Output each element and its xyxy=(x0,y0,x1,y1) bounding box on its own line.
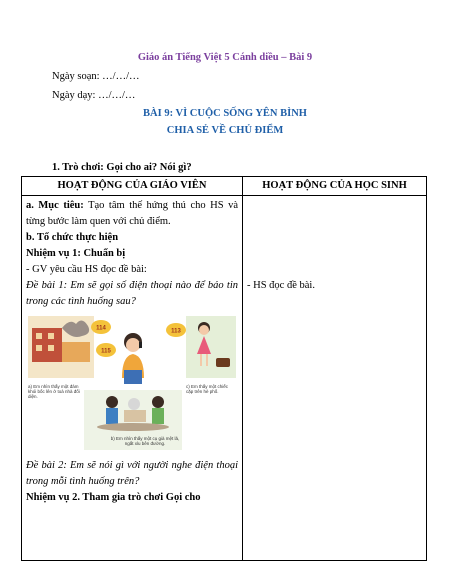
objective xyxy=(26,198,238,230)
table-header-row xyxy=(22,177,427,196)
gv-request: - GV yêu cầu HS đọc đề bài: xyxy=(26,264,147,275)
page-title: Giáo án Tiếng Việt 5 Cánh diều – Bài 9 xyxy=(137,52,313,63)
bubble-113-label: 113 xyxy=(171,328,181,335)
teach-date: Ngày dạy: …/…/… xyxy=(52,90,136,101)
section-title: CHIA SẺ VỀ CHỦ ĐIỂM xyxy=(166,125,284,136)
caption-c: c) Em thấy một chiếc cặp trên hè phố. xyxy=(186,384,229,394)
question-1: Đề bài 1: Em sẽ gọi số điện thoại nào để báo tin trong các tình huống sau? xyxy=(26,280,238,307)
hs-read: - HS đọc đề bài. xyxy=(247,280,315,291)
student-activity-cell xyxy=(243,196,427,561)
question-2: Đề bài 2: Em sẽ nói gì với người nghe điện thoại trong mỗi tình huống trên? xyxy=(26,460,238,487)
objective-text: Tạo tâm thế hứng thú cho HS và từng bước làm quen với chủ điểm. xyxy=(26,200,238,227)
panel-c-bg xyxy=(186,316,236,378)
objective-label: a. Mục tiêu: xyxy=(26,200,84,211)
task-2-label: Nhiệm vụ 2. Tham gia trò chơi Gọi cho xyxy=(26,492,201,503)
caption-a: a) Em nhìn thấy một đám khói bốc lên ở toà nhà đối diện. xyxy=(28,384,80,399)
lesson-plan-table xyxy=(21,176,427,561)
lesson-title: BÀI 9: VÌ CUỘC SỐNG YÊN BÌNH xyxy=(143,108,307,119)
prep-date: Ngày soạn: …/…/… xyxy=(52,71,140,82)
phone-icon xyxy=(139,342,142,348)
task-1-label: Nhiệm vụ 1: Chuẩn bị xyxy=(26,248,126,259)
caption-b: b) Em nhìn thấy một cụ già mệt lả, ngất xỉu bên đường. xyxy=(110,436,180,446)
teacher-column-header: HOẠT ĐỘNG CỦA GIÁO VIÊN xyxy=(22,177,243,196)
activity-heading: 1. Trò chơi: Gọi cho ai? Nói gì? xyxy=(52,162,192,173)
table-row xyxy=(22,196,427,561)
building-2-icon xyxy=(62,342,90,362)
organize-label: b. Tổ chức thực hiện xyxy=(26,232,119,243)
teacher-activity-cell xyxy=(22,196,243,561)
student-column-header: HOẠT ĐỘNG CỦA HỌC SINH xyxy=(243,177,427,196)
bag-icon xyxy=(216,358,230,367)
situations-illustration xyxy=(26,314,238,454)
elderly-person-icon xyxy=(124,410,146,422)
bubble-115-label: 115 xyxy=(101,348,111,355)
bubble-114-label: 114 xyxy=(96,325,106,332)
